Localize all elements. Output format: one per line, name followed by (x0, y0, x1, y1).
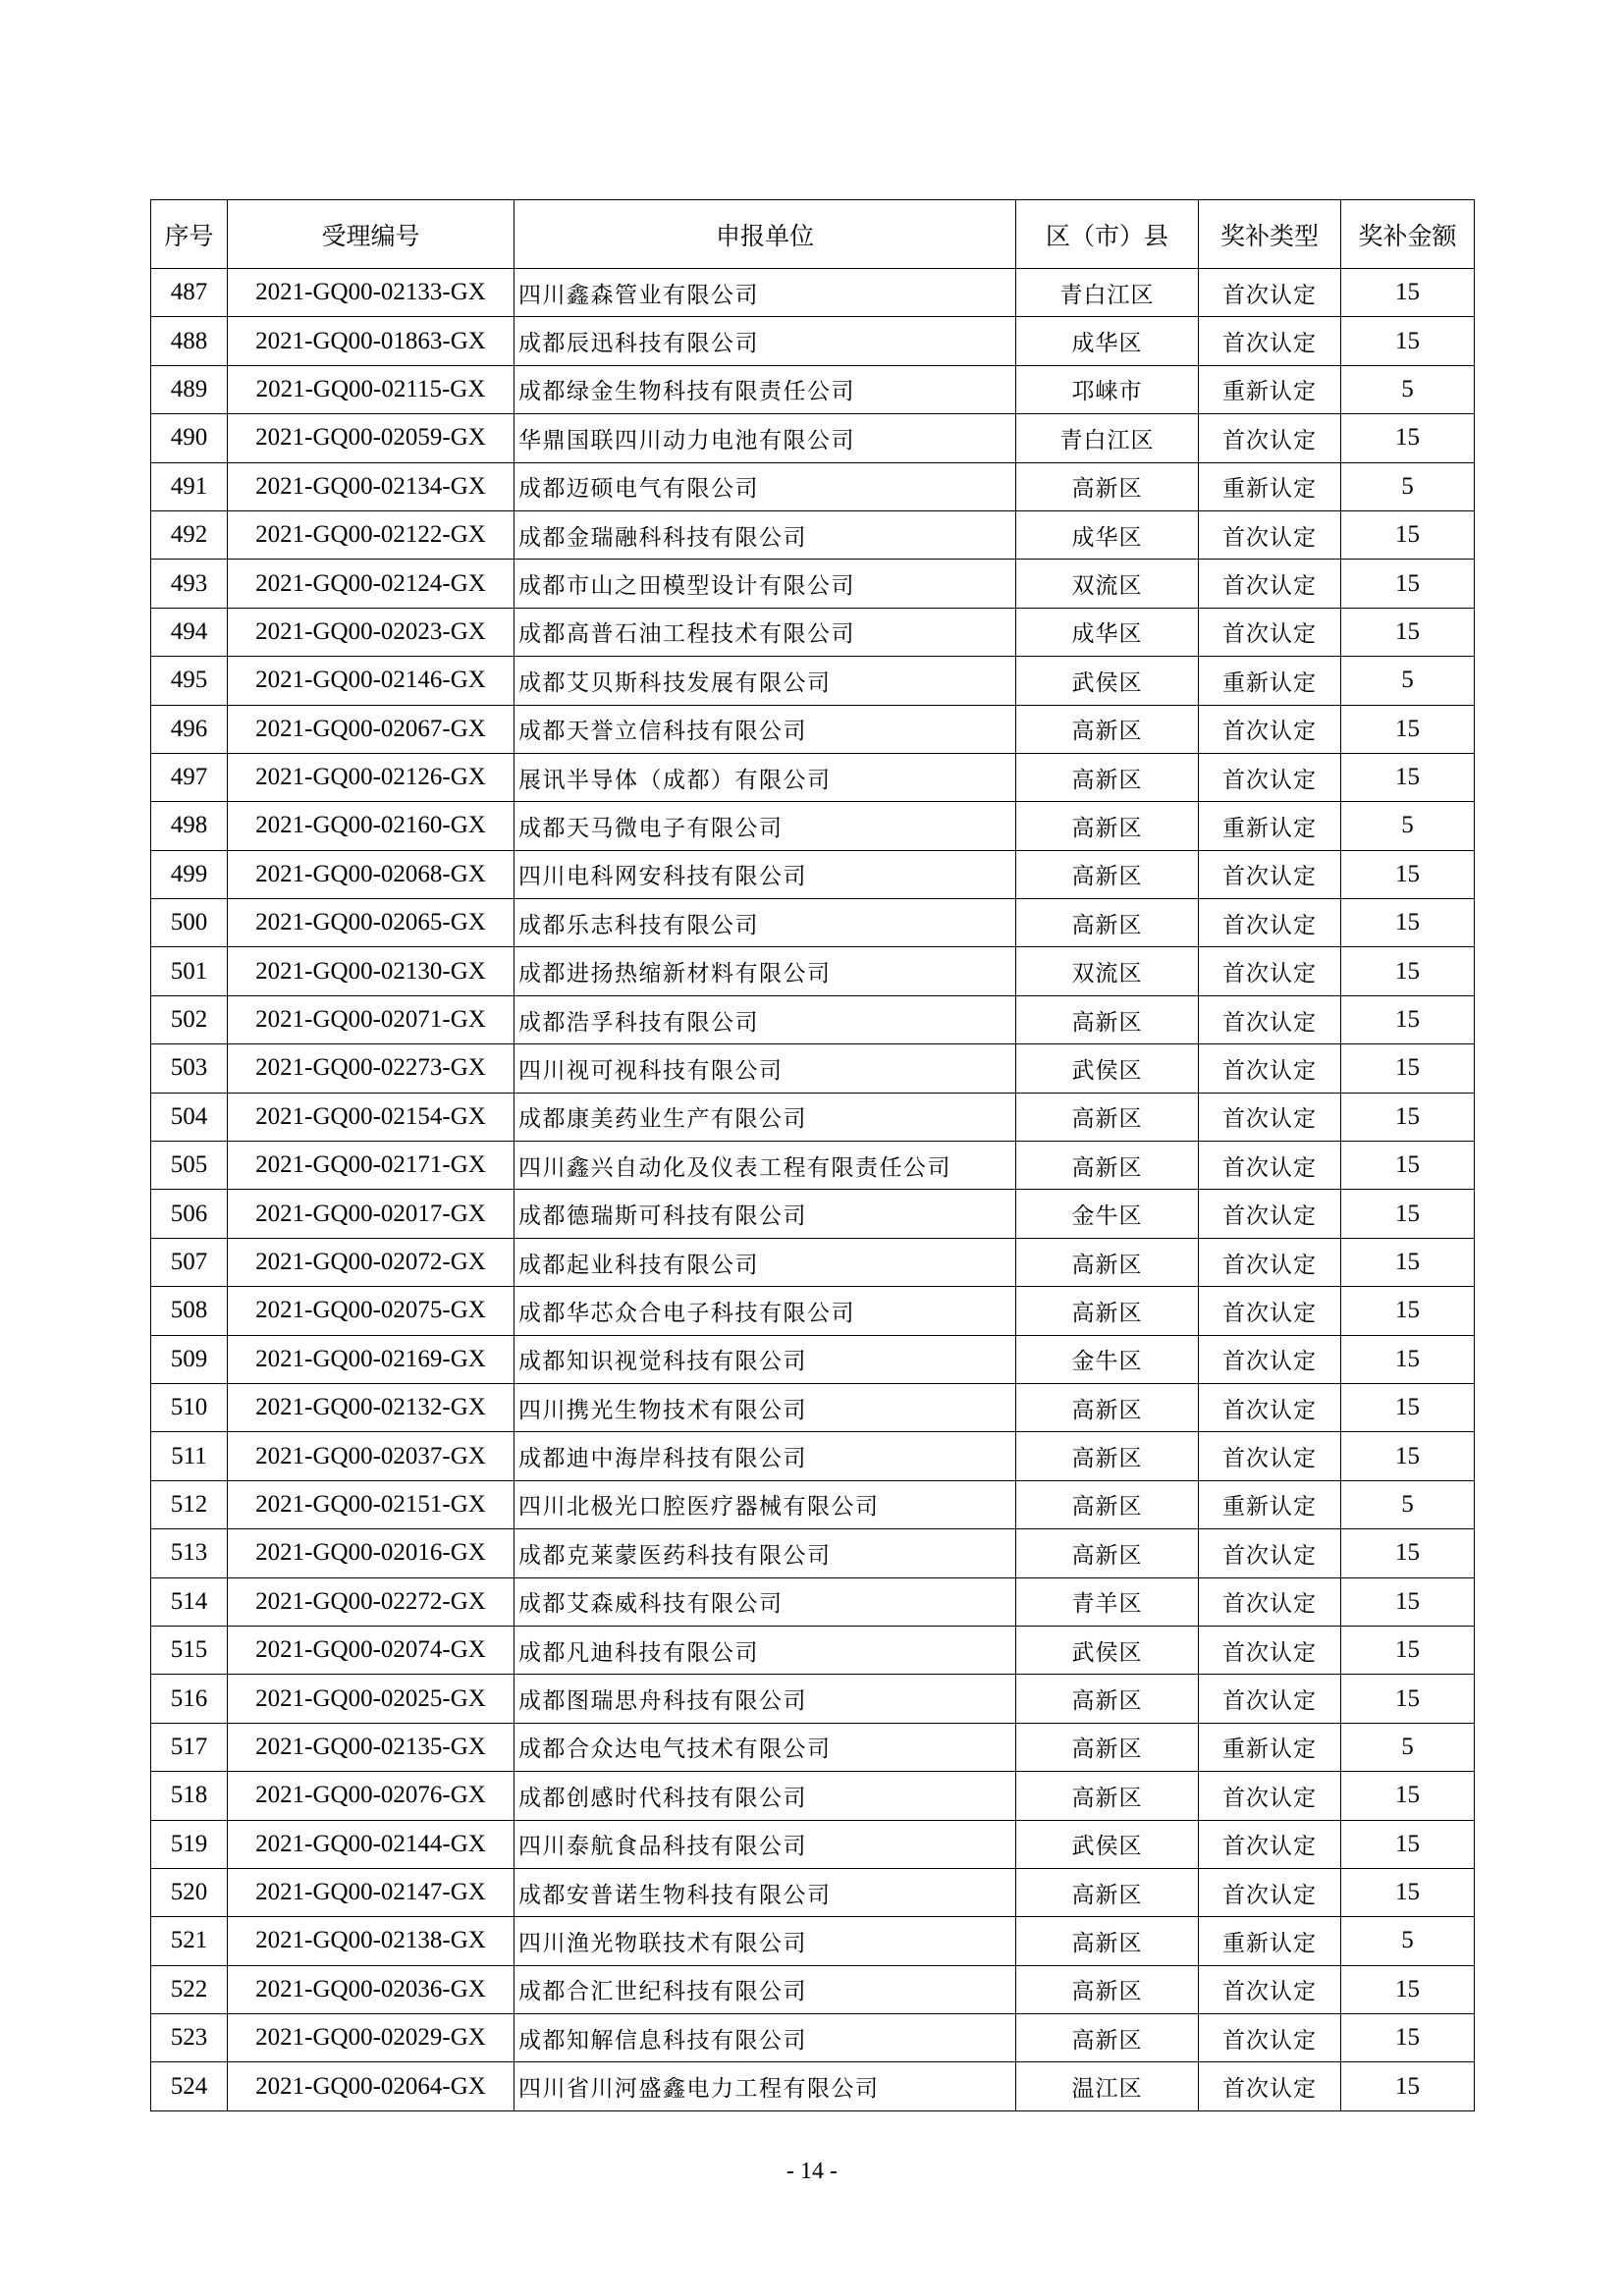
row-unit: 成都天马微电子有限公司 (514, 802, 1016, 850)
row-type: 首次认定 (1199, 317, 1341, 365)
row-seq: 510 (151, 1383, 228, 1431)
row-code: 2021-GQ00-02138-GX (228, 1917, 514, 1965)
row-region: 高新区 (1016, 1868, 1199, 1916)
row-amount: 15 (1341, 705, 1475, 753)
row-type: 首次认定 (1199, 560, 1341, 608)
row-seq: 502 (151, 995, 228, 1043)
row-region: 高新区 (1016, 462, 1199, 510)
row-amount: 15 (1341, 269, 1475, 317)
row-code: 2021-GQ00-02067-GX (228, 705, 514, 753)
row-unit: 成都知识视觉科技有限公司 (514, 1335, 1016, 1383)
row-unit: 成都合汇世纪科技有限公司 (514, 1965, 1016, 2013)
row-type: 首次认定 (1199, 608, 1341, 656)
row-region: 高新区 (1016, 1383, 1199, 1431)
table-row (151, 1675, 1475, 1723)
row-code: 2021-GQ00-02171-GX (228, 1142, 514, 1190)
row-code: 2021-GQ00-02124-GX (228, 560, 514, 608)
row-region: 成华区 (1016, 510, 1199, 559)
row-amount: 15 (1341, 1142, 1475, 1190)
row-type: 首次认定 (1199, 1335, 1341, 1383)
row-code: 2021-GQ00-02169-GX (228, 1335, 514, 1383)
row-unit: 成都迈硕电气有限公司 (514, 462, 1016, 510)
row-region: 武侯区 (1016, 657, 1199, 705)
row-amount: 15 (1341, 1772, 1475, 1820)
row-code: 2021-GQ00-02144-GX (228, 1820, 514, 1868)
table-row (151, 1480, 1475, 1528)
table-row (151, 705, 1475, 753)
row-code: 2021-GQ00-02025-GX (228, 1675, 514, 1723)
row-unit: 成都德瑞斯可科技有限公司 (514, 1190, 1016, 1238)
row-seq: 507 (151, 1238, 228, 1286)
row-type: 首次认定 (1199, 947, 1341, 995)
header-type: 奖补类型 (1199, 200, 1341, 269)
row-type: 重新认定 (1199, 657, 1341, 705)
row-seq: 518 (151, 1772, 228, 1820)
row-unit: 四川鑫兴自动化及仪表工程有限责任公司 (514, 1142, 1016, 1190)
row-region: 温江区 (1016, 2062, 1199, 2110)
row-type: 首次认定 (1199, 1965, 1341, 2013)
row-seq: 494 (151, 608, 228, 656)
table-row (151, 1335, 1475, 1383)
row-code: 2021-GQ00-02130-GX (228, 947, 514, 995)
row-unit: 成都凡迪科技有限公司 (514, 1626, 1016, 1674)
row-unit: 成都高普石油工程技术有限公司 (514, 608, 1016, 656)
row-amount: 15 (1341, 560, 1475, 608)
row-amount: 5 (1341, 802, 1475, 850)
row-code: 2021-GQ00-02068-GX (228, 850, 514, 898)
row-amount: 15 (1341, 2014, 1475, 2062)
row-unit: 成都艾贝斯科技发展有限公司 (514, 657, 1016, 705)
row-amount: 15 (1341, 1432, 1475, 1480)
table-row (151, 850, 1475, 898)
row-amount: 5 (1341, 1480, 1475, 1528)
table-row (151, 1965, 1475, 2013)
row-unit: 成都乐志科技有限公司 (514, 899, 1016, 947)
row-unit: 成都迪中海岸科技有限公司 (514, 1432, 1016, 1480)
row-seq: 520 (151, 1868, 228, 1916)
row-type: 首次认定 (1199, 1868, 1341, 1916)
row-type: 首次认定 (1199, 705, 1341, 753)
row-amount: 15 (1341, 1190, 1475, 1238)
row-unit: 成都金瑞融科科技有限公司 (514, 510, 1016, 559)
table-row (151, 995, 1475, 1043)
row-type: 首次认定 (1199, 1142, 1341, 1190)
row-code: 2021-GQ00-02273-GX (228, 1044, 514, 1093)
table-row (151, 414, 1475, 462)
row-code: 2021-GQ00-01863-GX (228, 317, 514, 365)
row-amount: 15 (1341, 899, 1475, 947)
row-seq: 523 (151, 2014, 228, 2062)
row-amount: 15 (1341, 1675, 1475, 1723)
row-type: 首次认定 (1199, 995, 1341, 1043)
row-seq: 512 (151, 1480, 228, 1528)
row-type: 首次认定 (1199, 1044, 1341, 1093)
row-region: 高新区 (1016, 850, 1199, 898)
table-row (151, 899, 1475, 947)
page-number: - 14 - (786, 2159, 838, 2184)
row-amount: 15 (1341, 2062, 1475, 2110)
row-seq: 504 (151, 1093, 228, 1141)
row-unit: 四川携光生物技术有限公司 (514, 1383, 1016, 1431)
row-region: 金牛区 (1016, 1190, 1199, 1238)
row-region: 高新区 (1016, 1287, 1199, 1335)
row-region: 高新区 (1016, 1772, 1199, 1820)
row-amount: 5 (1341, 1917, 1475, 1965)
row-amount: 15 (1341, 995, 1475, 1043)
row-type: 重新认定 (1199, 462, 1341, 510)
row-seq: 491 (151, 462, 228, 510)
table-row (151, 1142, 1475, 1190)
row-amount: 5 (1341, 462, 1475, 510)
row-region: 高新区 (1016, 1723, 1199, 1771)
row-code: 2021-GQ00-02126-GX (228, 753, 514, 801)
table-row (151, 2014, 1475, 2062)
row-type: 首次认定 (1199, 1577, 1341, 1626)
row-amount: 5 (1341, 1723, 1475, 1771)
table-row (151, 365, 1475, 413)
row-seq: 508 (151, 1287, 228, 1335)
row-amount: 15 (1341, 1529, 1475, 1577)
row-region: 青白江区 (1016, 414, 1199, 462)
row-type: 首次认定 (1199, 1287, 1341, 1335)
row-region: 青白江区 (1016, 269, 1199, 317)
row-type: 首次认定 (1199, 1626, 1341, 1674)
row-type: 重新认定 (1199, 1480, 1341, 1528)
table-row (151, 1723, 1475, 1771)
row-type: 首次认定 (1199, 1820, 1341, 1868)
row-code: 2021-GQ00-02135-GX (228, 1723, 514, 1771)
row-code: 2021-GQ00-02059-GX (228, 414, 514, 462)
table-row (151, 947, 1475, 995)
row-region: 武侯区 (1016, 1044, 1199, 1093)
row-region: 青羊区 (1016, 1577, 1199, 1626)
row-code: 2021-GQ00-02134-GX (228, 462, 514, 510)
table-row (151, 2062, 1475, 2110)
table-row (151, 753, 1475, 801)
row-amount: 15 (1341, 510, 1475, 559)
row-code: 2021-GQ00-02133-GX (228, 269, 514, 317)
row-amount: 15 (1341, 1626, 1475, 1674)
row-code: 2021-GQ00-02272-GX (228, 1577, 514, 1626)
row-region: 邛崃市 (1016, 365, 1199, 413)
row-code: 2021-GQ00-02154-GX (228, 1093, 514, 1141)
table-row (151, 1287, 1475, 1335)
row-seq: 495 (151, 657, 228, 705)
row-code: 2021-GQ00-02023-GX (228, 608, 514, 656)
table-row (151, 1917, 1475, 1965)
row-unit: 成都绿金生物科技有限责任公司 (514, 365, 1016, 413)
table-row (151, 657, 1475, 705)
row-region: 高新区 (1016, 1965, 1199, 2013)
row-code: 2021-GQ00-02017-GX (228, 1190, 514, 1238)
row-unit: 成都华芯众合电子科技有限公司 (514, 1287, 1016, 1335)
table-body (151, 269, 1475, 2111)
row-amount: 15 (1341, 1965, 1475, 2013)
row-region: 武侯区 (1016, 1626, 1199, 1674)
row-type: 首次认定 (1199, 1190, 1341, 1238)
row-unit: 四川鑫森管业有限公司 (514, 269, 1016, 317)
table-row (151, 802, 1475, 850)
table-row (151, 560, 1475, 608)
row-seq: 517 (151, 1723, 228, 1771)
row-amount: 15 (1341, 753, 1475, 801)
row-region: 高新区 (1016, 1480, 1199, 1528)
row-seq: 501 (151, 947, 228, 995)
row-type: 首次认定 (1199, 2062, 1341, 2110)
row-code: 2021-GQ00-02160-GX (228, 802, 514, 850)
row-type: 重新认定 (1199, 1917, 1341, 1965)
row-amount: 15 (1341, 947, 1475, 995)
row-unit: 成都康美药业生产有限公司 (514, 1093, 1016, 1141)
row-type: 首次认定 (1199, 850, 1341, 898)
row-unit: 四川泰航食品科技有限公司 (514, 1820, 1016, 1868)
row-code: 2021-GQ00-02151-GX (228, 1480, 514, 1528)
table-row (151, 1190, 1475, 1238)
row-unit: 展讯半导体（成都）有限公司 (514, 753, 1016, 801)
row-unit: 华鼎国联四川动力电池有限公司 (514, 414, 1016, 462)
header-region: 区（市）县 (1016, 200, 1199, 269)
row-amount: 15 (1341, 414, 1475, 462)
row-type: 首次认定 (1199, 1529, 1341, 1577)
row-type: 首次认定 (1199, 1238, 1341, 1286)
row-amount: 5 (1341, 365, 1475, 413)
table-row (151, 1820, 1475, 1868)
award-table (150, 199, 1475, 2111)
header-code: 受理编号 (228, 200, 514, 269)
row-region: 高新区 (1016, 995, 1199, 1043)
row-seq: 513 (151, 1529, 228, 1577)
row-seq: 500 (151, 899, 228, 947)
row-region: 双流区 (1016, 560, 1199, 608)
table-row (151, 1383, 1475, 1431)
row-seq: 511 (151, 1432, 228, 1480)
header-seq: 序号 (151, 200, 228, 269)
row-code: 2021-GQ00-02071-GX (228, 995, 514, 1043)
row-unit: 四川渔光物联技术有限公司 (514, 1917, 1016, 1965)
row-unit: 成都辰迅科技有限公司 (514, 317, 1016, 365)
row-seq: 492 (151, 510, 228, 559)
row-code: 2021-GQ00-02065-GX (228, 899, 514, 947)
table-row (151, 1577, 1475, 1626)
row-type: 首次认定 (1199, 510, 1341, 559)
row-region: 双流区 (1016, 947, 1199, 995)
row-unit: 成都天誉立信科技有限公司 (514, 705, 1016, 753)
row-region: 成华区 (1016, 317, 1199, 365)
row-seq: 514 (151, 1577, 228, 1626)
row-type: 首次认定 (1199, 753, 1341, 801)
row-amount: 15 (1341, 608, 1475, 656)
row-region: 高新区 (1016, 753, 1199, 801)
row-type: 重新认定 (1199, 365, 1341, 413)
row-type: 首次认定 (1199, 1093, 1341, 1141)
table-row (151, 1626, 1475, 1674)
row-region: 高新区 (1016, 1093, 1199, 1141)
row-unit: 成都知解信息科技有限公司 (514, 2014, 1016, 2062)
row-type: 首次认定 (1199, 414, 1341, 462)
table-row (151, 462, 1475, 510)
row-seq: 521 (151, 1917, 228, 1965)
row-type: 首次认定 (1199, 269, 1341, 317)
row-seq: 503 (151, 1044, 228, 1093)
row-unit: 成都浩孚科技有限公司 (514, 995, 1016, 1043)
row-seq: 519 (151, 1820, 228, 1868)
row-amount: 15 (1341, 1335, 1475, 1383)
row-seq: 522 (151, 1965, 228, 2013)
row-seq: 496 (151, 705, 228, 753)
row-amount: 15 (1341, 1383, 1475, 1431)
row-code: 2021-GQ00-02115-GX (228, 365, 514, 413)
row-region: 高新区 (1016, 1238, 1199, 1286)
row-code: 2021-GQ00-02029-GX (228, 2014, 514, 2062)
row-seq: 509 (151, 1335, 228, 1383)
row-amount: 15 (1341, 1577, 1475, 1626)
row-region: 高新区 (1016, 705, 1199, 753)
table-row (151, 1238, 1475, 1286)
row-region: 高新区 (1016, 802, 1199, 850)
row-region: 高新区 (1016, 1142, 1199, 1190)
table-row (151, 1432, 1475, 1480)
header-amount: 奖补金额 (1341, 200, 1475, 269)
row-unit: 成都艾森威科技有限公司 (514, 1577, 1016, 1626)
row-type: 首次认定 (1199, 2014, 1341, 2062)
table-row (151, 1529, 1475, 1577)
row-region: 高新区 (1016, 1529, 1199, 1577)
row-code: 2021-GQ00-02016-GX (228, 1529, 514, 1577)
row-code: 2021-GQ00-02036-GX (228, 1965, 514, 2013)
table-row (151, 1044, 1475, 1093)
row-unit: 四川电科网安科技有限公司 (514, 850, 1016, 898)
row-type: 重新认定 (1199, 802, 1341, 850)
row-seq: 489 (151, 365, 228, 413)
table-row (151, 1093, 1475, 1141)
row-amount: 15 (1341, 317, 1475, 365)
table-row (151, 608, 1475, 656)
row-unit: 四川省川河盛鑫电力工程有限公司 (514, 2062, 1016, 2110)
row-type: 首次认定 (1199, 1432, 1341, 1480)
row-region: 高新区 (1016, 1917, 1199, 1965)
row-type: 首次认定 (1199, 1383, 1341, 1431)
row-seq: 515 (151, 1626, 228, 1674)
row-unit: 成都起业科技有限公司 (514, 1238, 1016, 1286)
table-row (151, 510, 1475, 559)
row-unit: 成都合众达电气技术有限公司 (514, 1723, 1016, 1771)
row-code: 2021-GQ00-02074-GX (228, 1626, 514, 1674)
row-amount: 5 (1341, 657, 1475, 705)
row-unit: 成都安普诺生物科技有限公司 (514, 1868, 1016, 1916)
row-amount: 15 (1341, 1093, 1475, 1141)
table-header-row (151, 200, 1475, 269)
row-amount: 15 (1341, 850, 1475, 898)
row-code: 2021-GQ00-02064-GX (228, 2062, 514, 2110)
row-seq: 488 (151, 317, 228, 365)
row-code: 2021-GQ00-02146-GX (228, 657, 514, 705)
row-amount: 15 (1341, 1044, 1475, 1093)
row-seq: 524 (151, 2062, 228, 2110)
row-unit: 成都克莱蒙医药科技有限公司 (514, 1529, 1016, 1577)
row-seq: 516 (151, 1675, 228, 1723)
row-unit: 成都进扬热缩新材料有限公司 (514, 947, 1016, 995)
row-seq: 497 (151, 753, 228, 801)
row-region: 高新区 (1016, 1432, 1199, 1480)
table-row (151, 269, 1475, 317)
row-seq: 490 (151, 414, 228, 462)
row-code: 2021-GQ00-02037-GX (228, 1432, 514, 1480)
row-code: 2021-GQ00-02122-GX (228, 510, 514, 559)
row-seq: 499 (151, 850, 228, 898)
row-code: 2021-GQ00-02075-GX (228, 1287, 514, 1335)
row-amount: 15 (1341, 1238, 1475, 1286)
row-region: 成华区 (1016, 608, 1199, 656)
row-region: 高新区 (1016, 1675, 1199, 1723)
table-row (151, 1868, 1475, 1916)
row-amount: 15 (1341, 1287, 1475, 1335)
row-region: 高新区 (1016, 899, 1199, 947)
row-amount: 15 (1341, 1820, 1475, 1868)
row-seq: 506 (151, 1190, 228, 1238)
row-code: 2021-GQ00-02132-GX (228, 1383, 514, 1431)
row-unit: 四川北极光口腔医疗器械有限公司 (514, 1480, 1016, 1528)
row-amount: 15 (1341, 1868, 1475, 1916)
row-unit: 成都创感时代科技有限公司 (514, 1772, 1016, 1820)
row-code: 2021-GQ00-02147-GX (228, 1868, 514, 1916)
row-unit: 四川视可视科技有限公司 (514, 1044, 1016, 1093)
row-region: 金牛区 (1016, 1335, 1199, 1383)
row-region: 武侯区 (1016, 1820, 1199, 1868)
row-type: 首次认定 (1199, 1675, 1341, 1723)
table-row (151, 1772, 1475, 1820)
row-type: 重新认定 (1199, 1723, 1341, 1771)
header-unit: 申报单位 (514, 200, 1016, 269)
row-unit: 成都市山之田模型设计有限公司 (514, 560, 1016, 608)
row-unit: 成都图瑞思舟科技有限公司 (514, 1675, 1016, 1723)
row-seq: 487 (151, 269, 228, 317)
row-region: 高新区 (1016, 2014, 1199, 2062)
row-type: 首次认定 (1199, 1772, 1341, 1820)
row-code: 2021-GQ00-02072-GX (228, 1238, 514, 1286)
row-seq: 498 (151, 802, 228, 850)
row-seq: 493 (151, 560, 228, 608)
row-code: 2021-GQ00-02076-GX (228, 1772, 514, 1820)
row-type: 首次认定 (1199, 899, 1341, 947)
row-seq: 505 (151, 1142, 228, 1190)
table-row (151, 317, 1475, 365)
